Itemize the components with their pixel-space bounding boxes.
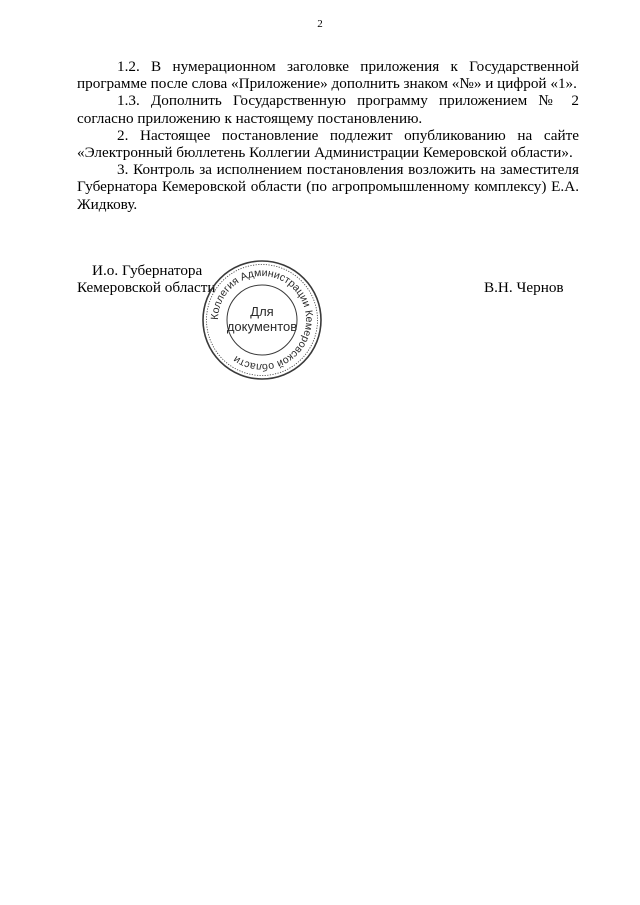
seal-ring-text: Коллегия Администрации Кемеровской области xyxy=(208,266,316,374)
paragraph-1-3: 1.3. Дополнить Государственную программу приложением № 2 согласно приложению к настоящему постановлению. xyxy=(77,92,579,127)
seal-center-line2: документов xyxy=(226,319,298,334)
signatory-title-line2: Кемеровской области xyxy=(77,279,216,296)
paragraph-3: 3. Контроль за исполнением постановления возложить на заместителя Губернатора Кемеровской области (по агропромышленному комплексу) Е.А. Жидкову. xyxy=(77,161,579,213)
document-body xyxy=(77,58,579,213)
signatory-title-line1: И.о. Губернатора xyxy=(92,262,203,279)
seal-center-line1: Для xyxy=(250,304,274,319)
seal-graphic xyxy=(200,258,324,382)
official-seal-stamp xyxy=(200,258,324,382)
paragraph-1-2: 1.2. В нумерационном заголовке приложения к Государственной программе после слова «Приложение» дополнить знаком «№» и цифрой «1». xyxy=(77,58,579,93)
paragraph-2: 2. Настоящее постановление подлежит опубликованию на сайте «Электронный бюллетень Коллегии Администрации Кемеровской области». xyxy=(77,126,579,162)
signatory-name: В.Н. Чернов xyxy=(484,279,564,296)
page-number: 2 xyxy=(317,18,323,30)
